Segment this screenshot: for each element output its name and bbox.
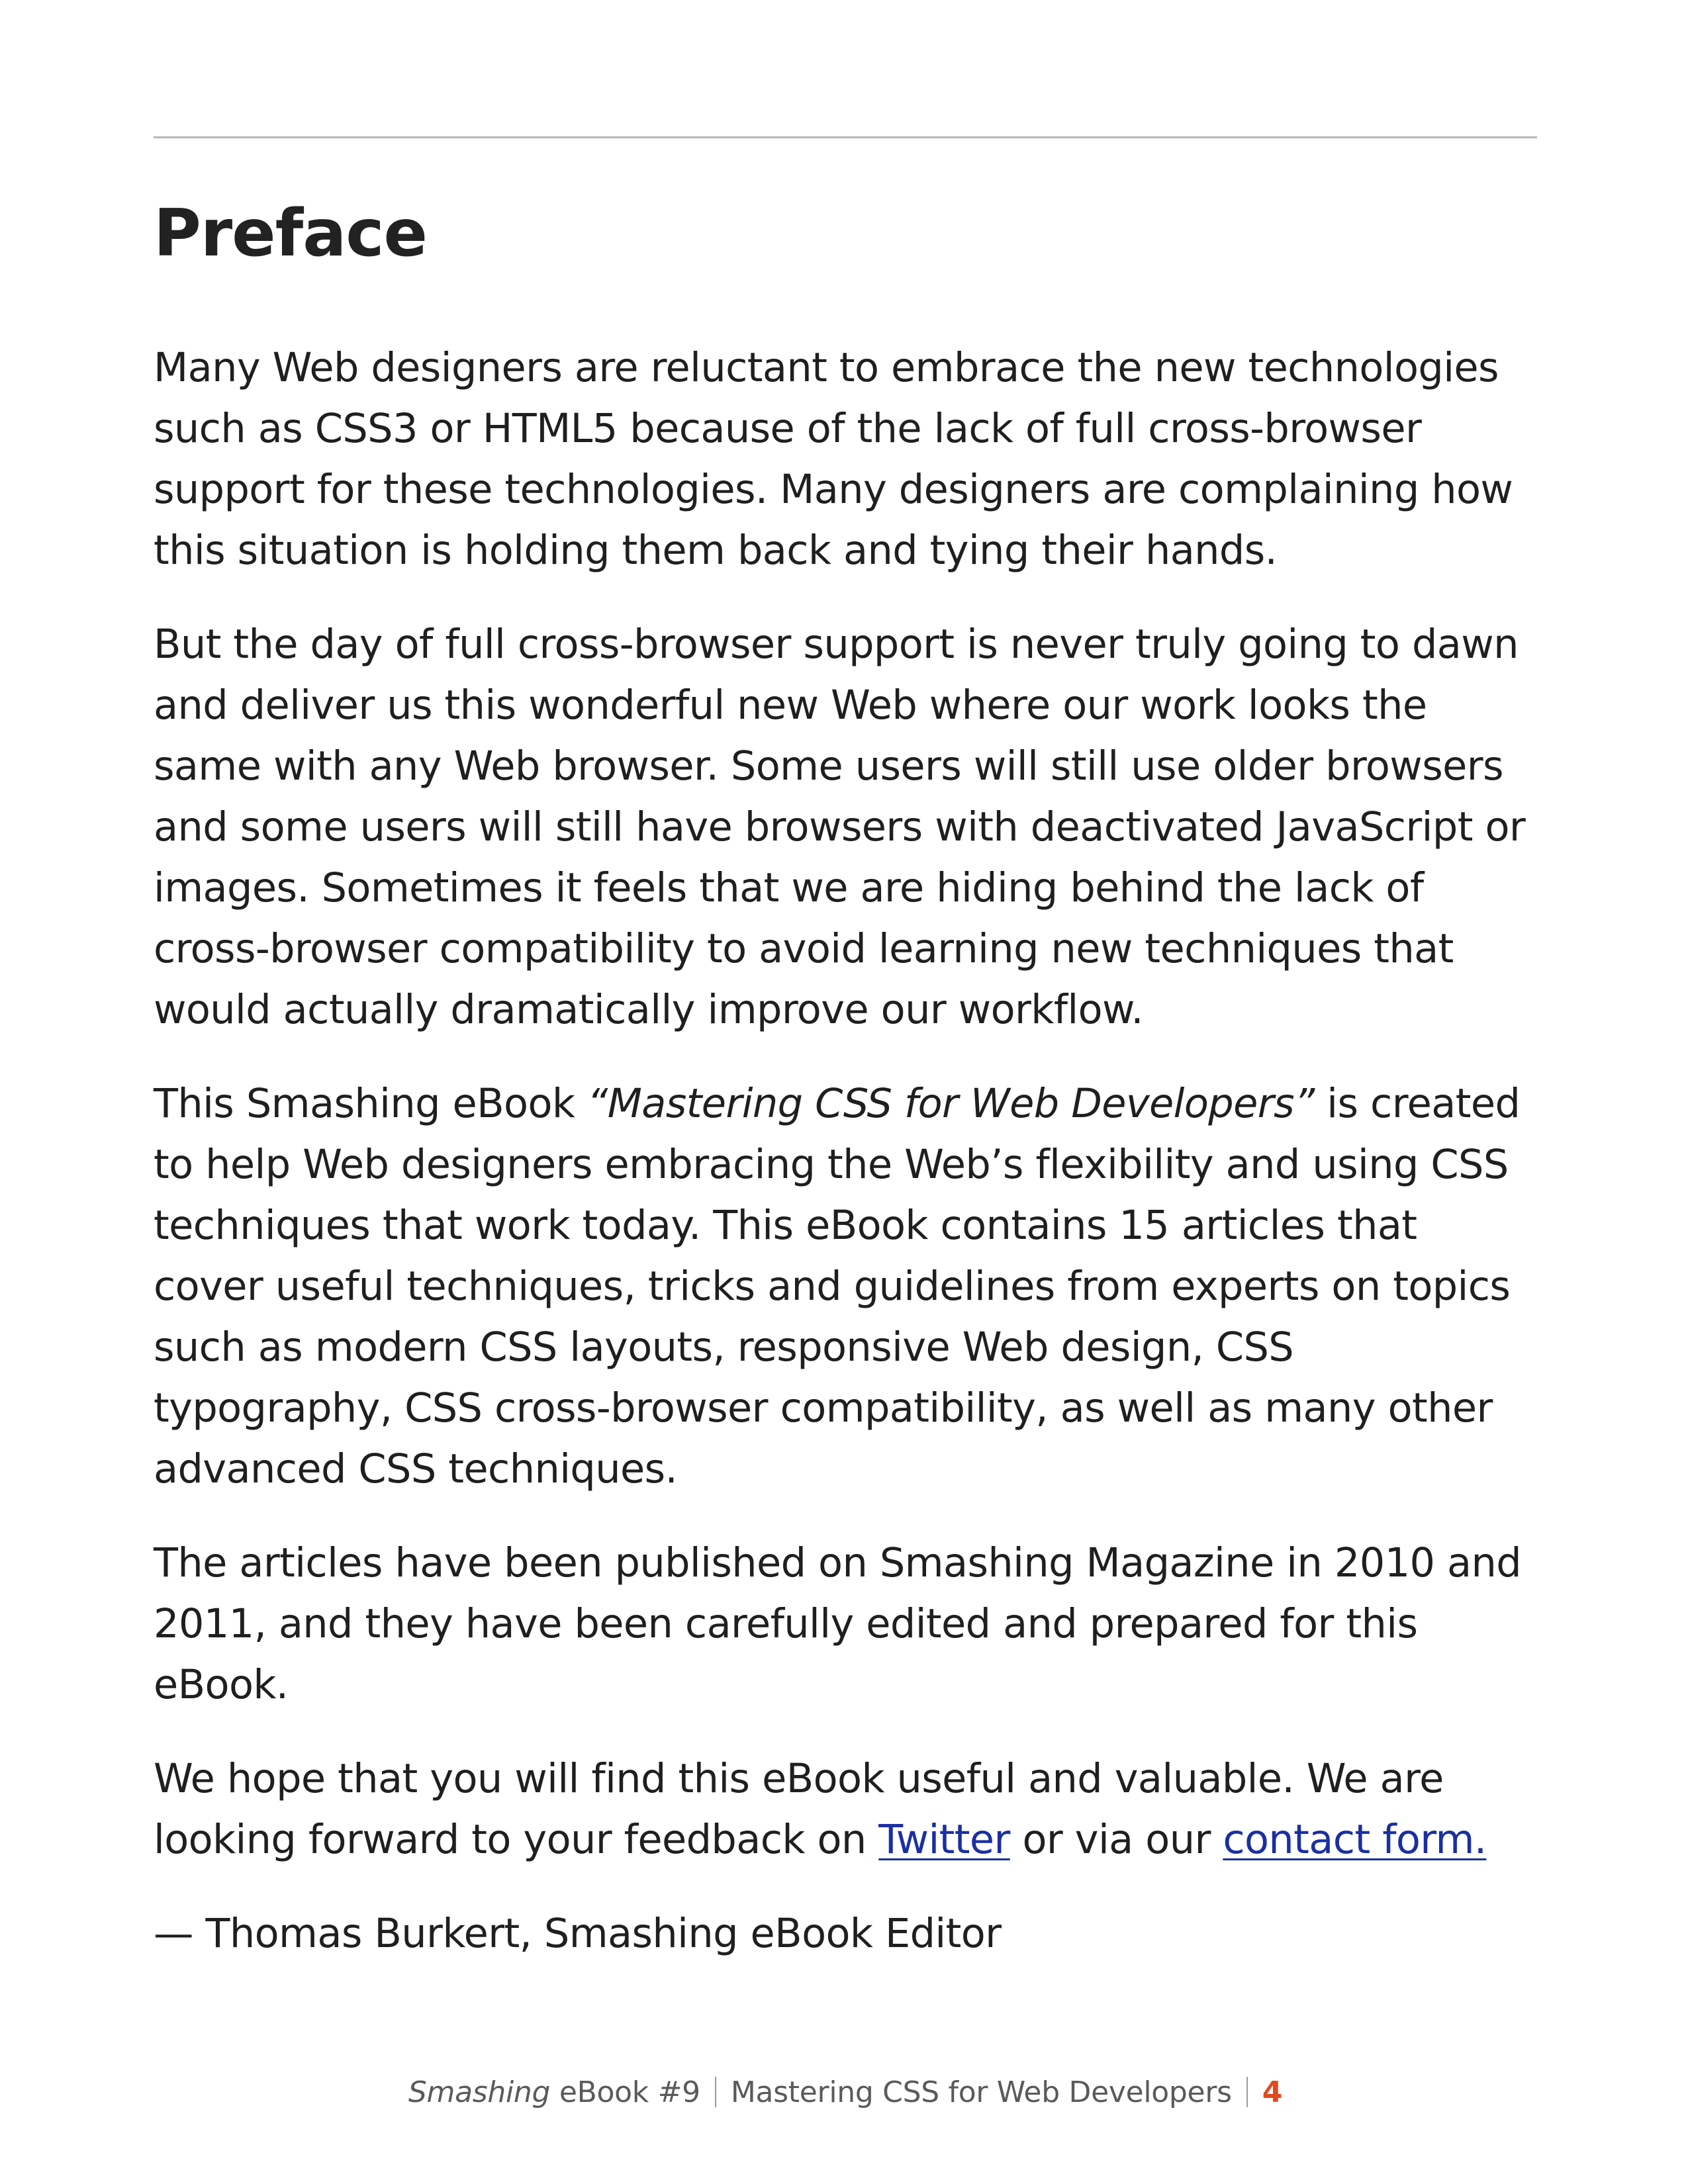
page-number: 4	[1262, 2075, 1283, 2109]
editor-signature: — Thomas Burkert, Smashing eBook Editor	[154, 1911, 1002, 1957]
document-page	[154, 0, 1537, 2184]
footer-series: eBook #9	[550, 2075, 700, 2109]
paragraph-2: But the day of full cross-browser support is never truly going to dawn and deliver us this wonderful new Web where our work looks the same with any Web browser. Some users will still use older browsers and some users will still have browsers with deactivated JavaScript or images. Sometimes it feels that we are hiding behind the lack of cross-browser compatibility to avoid learning new techniques that would actually dramatically improve our workflow.	[154, 621, 1526, 1033]
paragraph-5-middle: or via our	[1009, 1817, 1223, 1863]
footer-divider-2	[1246, 2077, 1248, 2107]
paragraph-3-intro: This Smashing eBook	[154, 1081, 587, 1127]
twitter-link[interactable]: Twitter	[878, 1817, 1010, 1863]
page-footer	[154, 2073, 1537, 2113]
paragraph-3-rest: is created to help Web designers embracing the Web’s flexibility and using CSS techniques that work today. This eBook contains 15 articles that cover useful techniques, tricks and guidelines from experts on topics such as modern CSS layouts, responsive Web design, CSS typography, CSS cross-browser compatibility, as well as many other advanced CSS techniques.	[154, 1081, 1521, 1492]
page-title: Preface	[154, 196, 427, 271]
paragraph-4: The articles have been published on Smashing Magazine in 2010 and 2011, and they have been carefully edited and prepared for this eBook.	[154, 1540, 1522, 1708]
paragraph-3	[154, 1073, 1537, 1500]
footer-book-name: Mastering CSS for Web Developers	[730, 2075, 1232, 2109]
footer-divider	[715, 2077, 716, 2107]
footer-brand: Smashing	[408, 2075, 551, 2109]
book-title: “Mastering CSS for Web Developers”	[586, 1081, 1315, 1127]
paragraph-1: Many Web designers are reluctant to embrace the new technologies such as CSS3 or HTML5 because of the lack of full cross-browser support for these technologies. Many designers are complaining how this situation is holding them back and tying their hands.	[154, 345, 1513, 574]
header-rule	[154, 136, 1537, 138]
contact-form-link[interactable]: contact form.	[1223, 1817, 1487, 1863]
preface-body	[154, 338, 1537, 1964]
paragraph-5	[154, 1749, 1537, 1870]
paragraph-5-intro: We hope that you will find this eBook useful and valuable. We are looking forward to your feedback on	[154, 1756, 1444, 1863]
